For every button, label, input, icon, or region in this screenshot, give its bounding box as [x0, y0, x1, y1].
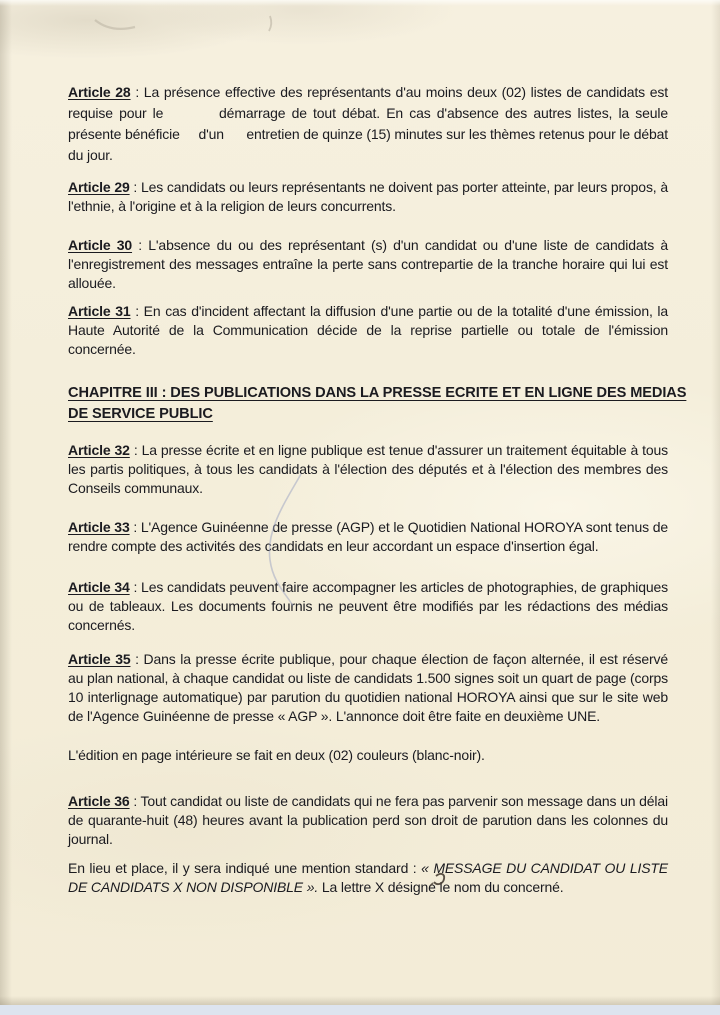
article-30-text: : L'absence du ou des représentant (s) d'un candidat ou d'une liste de candidats à l'enregistrement des messages entraîne la perte sans contrepartie de la tranche horaire qui lui est allouée. [68, 237, 668, 291]
chapter-heading [68, 383, 687, 425]
edition-note [68, 746, 668, 765]
article-30-label: Article 30 [68, 237, 133, 253]
mention-prefix: En lieu et place, il y sera indiqué une mention standard : [68, 860, 422, 876]
article-31 [68, 302, 668, 359]
page-bottom-shadow [0, 996, 720, 1005]
article-34-label: Article 34 [68, 579, 130, 595]
article-33-label: Article 33 [68, 519, 130, 535]
mention-suffix: La lettre X désigne le nom du concerné. [318, 879, 564, 895]
article-32-text: : La presse écrite et en ligne publique est tenue d'assurer un traitement équitable à tous les partis politiques, à tous les candidats à l'élection des députés et à l'élection des membres des Conseils communaux. [68, 442, 668, 496]
smudge-mark-top-left [95, 20, 135, 29]
article-36-label: Article 36 [68, 793, 130, 809]
article-32-label: Article 32 [68, 442, 130, 458]
chapter-heading-line-2: DE SERVICE PUBLIC [68, 406, 213, 422]
article-30 [68, 236, 668, 293]
mention-paragraph [68, 859, 668, 897]
article-34 [68, 578, 668, 635]
article-29-text: : Les candidats ou leurs représentants ne doivent pas porter atteinte, par leurs propos, à l'ethnie, à l'origine et à la religion de leurs concurrents. [68, 179, 668, 214]
edition-note-text: L'édition en page intérieure se fait en deux (02) couleurs (blanc-noir). [68, 747, 485, 763]
article-33 [68, 518, 668, 556]
article-35-text: : Dans la presse écrite publique, pour chaque élection de façon alternée, il est réservé au plan national, à chaque candidat ou liste de candidats 1.500 signes soit un quart de page (corps 10 interlignage automatique) par parution du quotidien national HOROYA ainsi que sur le site web de l'Agence Guinéenne de presse « AGP ». L'annonce doit être faite en deuxième UNE. [68, 651, 668, 724]
page-edge-shadow-right [711, 0, 720, 1015]
smudge-mark-top-center [269, 16, 271, 31]
article-29 [68, 178, 668, 216]
article-29-label: Article 29 [68, 179, 130, 195]
article-28-label: Article 28 [68, 84, 131, 100]
chapter-heading-line-1: CHAPITRE III : DES PUBLICATIONS DANS LA PRESSE ECRITE ET EN LIGNE DES MEDIAS [68, 385, 687, 401]
article-36 [68, 792, 668, 849]
article-31-label: Article 31 [68, 303, 131, 319]
article-35-label: Article 35 [68, 651, 131, 667]
article-34-text: : Les candidats peuvent faire accompagner les articles de photographies, de graphiques ou de tableaux. Les documents fournis ne peuvent être modifiés par les rédactions des médias concernés. [68, 579, 668, 633]
article-36-text: : Tout candidat ou liste de candidats qui ne fera pas parvenir son message dans un délai de quarante-huit (48) heures avant la publication perd son droit de parution dans les colonnes du journal. [68, 793, 668, 847]
scanner-strip [0, 1005, 720, 1015]
page-content [68, 82, 687, 897]
page-edge-shadow-left [0, 0, 14, 1015]
article-28-text: : La présence effective des représentants d'au moins deux (02) listes de candidats est requise pour le démarrage de tout débat. En cas d'absence des autres listes, la seule présente bénéficie d'un entretien de quinze (15) minutes sur les thèmes retenus pour le débat du jour. [68, 84, 668, 163]
article-35 [68, 650, 668, 726]
page-edge-highlight-top [0, 0, 720, 6]
article-28 [68, 82, 668, 166]
article-33-text: : L'Agence Guinéenne de presse (AGP) et le Quotidien National HOROYA sont tenus de rendre compte des activités des candidats en leur accordant un espace d'insertion égal. [68, 519, 668, 554]
article-32 [68, 441, 668, 498]
mention-quote: « MESSAGE DU CANDIDAT OU LISTE DE CANDIDATS X NON DISPONIBLE ». [68, 860, 668, 895]
article-31-text: : En cas d'incident affectant la diffusion d'une partie ou de la totalité d'une émission, la Haute Autorité de la Communication décide de la reprise partielle ou totale de l'émission concernée. [68, 303, 668, 357]
